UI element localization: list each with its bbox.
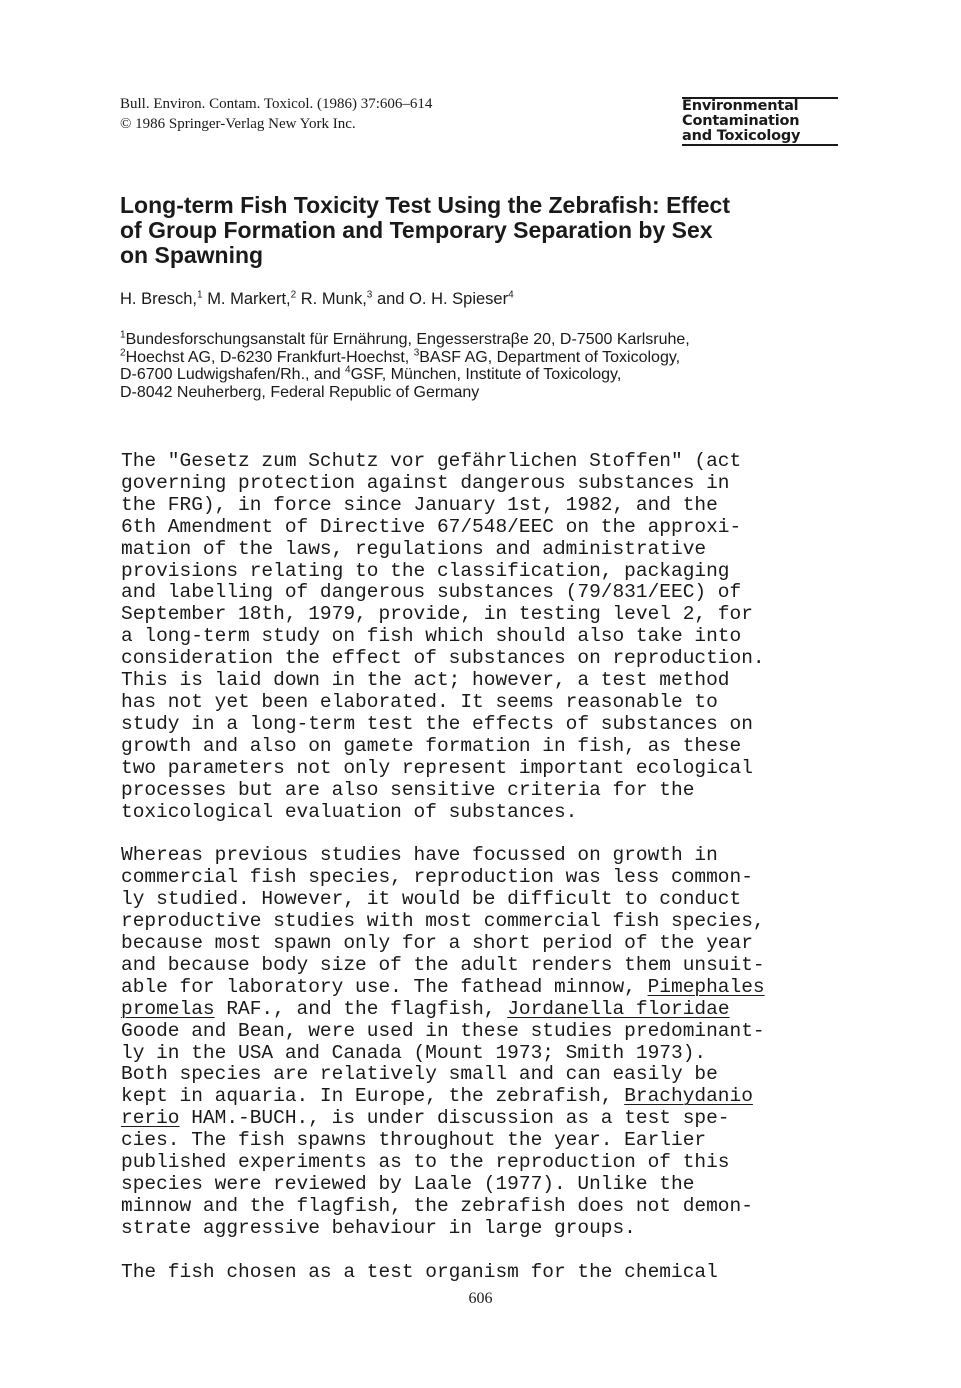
- journal-citation: [120, 94, 432, 134]
- body-line: cies. The fish spawns throughout the year. Earlier: [121, 1129, 707, 1152]
- species-name-pimephales: Pimephales: [647, 975, 765, 998]
- affiliation-line: $^2$Hoechst AG, D-6230 Frankfurt-Hoechst, $^3$BASF AG, Department of Toxicology,: [120, 347, 681, 366]
- title-line: of Group Formation and Temporary Separation by Sex: [120, 217, 713, 243]
- author-2-affil-ref: 2: [290, 289, 297, 301]
- paragraph-1: [121, 451, 841, 823]
- author-2: M. Markert,: [207, 290, 291, 308]
- body-line: and because body size of the adult renders them unsuit-: [121, 953, 765, 976]
- body-line: has not yet been elaborated. It seems reasonable to: [121, 690, 718, 713]
- species-name-jordanella: Jordanella floridae: [507, 997, 730, 1020]
- body-line: Both species are relatively small and can easily be: [121, 1063, 718, 1086]
- body-line: reproductive studies with most commercial fish species,: [121, 910, 765, 933]
- body-line: consideration the effect of substances on reproduction.: [121, 647, 765, 670]
- body-line: ly studied. However, it would be difficult to conduct: [121, 888, 742, 911]
- body-line: governing protection against dangerous substances in: [121, 471, 730, 494]
- author-list: [120, 288, 514, 310]
- species-name-brachydanio: Brachydanio: [624, 1085, 753, 1108]
- affiliations: [120, 331, 690, 401]
- body-line: Whereas previous studies have focussed on growth in: [121, 844, 718, 867]
- body-line: minnow and the flagfish, the zebrafish does not demon-: [121, 1194, 753, 1217]
- body-line: study in a long-term test the effects of substances on: [121, 712, 753, 735]
- body-line: two parameters not only represent important ecological: [121, 756, 753, 779]
- body-line: able for laboratory use. The fathead minnow, Pimephales: [121, 975, 765, 998]
- author-3: R. Munk,: [300, 290, 367, 308]
- paragraph-3: [121, 1262, 841, 1284]
- body-line: growth and also on gamete formation in fish, as these: [121, 734, 742, 757]
- citation-line-1: Bull. Environ. Contam. Toxicol. (1986) 37:606–614: [120, 96, 433, 112]
- paragraph-2: [121, 845, 841, 1239]
- logo-bottom-rule: [682, 144, 838, 146]
- body-line: the FRG), in force since January 1st, 1982, and the: [121, 493, 718, 516]
- body-line: rerio HAM.-BUCH., is under discussion as a test spe-: [121, 1107, 730, 1130]
- body-line: The fish chosen as a test organism for the chemical: [121, 1260, 718, 1283]
- logo-line-contamination: Contamination: [682, 113, 800, 129]
- title-line: Long-term Fish Toxicity Test Using the Zebrafish: Effect: [120, 192, 730, 218]
- affiliation-line: D-8042 Neuherberg, Federal Republic of Germany: [120, 383, 480, 401]
- body-line: The "Gesetz zum Schutz vor gefährlichen Stoffen" (act: [121, 450, 742, 472]
- author-1: H. Bresch,: [120, 290, 198, 308]
- author-4: and O. H. Spieser: [376, 290, 509, 308]
- logo-line-toxicology: and Toxicology: [682, 128, 801, 144]
- body-line: commercial fish species, reproduction was less common-: [121, 866, 753, 889]
- article-body: [121, 451, 841, 1284]
- page-number: 606: [468, 1290, 493, 1307]
- body-line: promelas RAF., and the flagfish, Jordanella floridae: [121, 997, 730, 1020]
- body-line: This is laid down in the act; however, a test method: [121, 669, 730, 692]
- body-line: strate aggressive behaviour in large groups.: [121, 1216, 636, 1239]
- body-line: because most spawn only for a short period of the year: [121, 932, 753, 955]
- body-line: 6th Amendment of Directive 67/548/EEC on the approxi-: [121, 515, 742, 538]
- article-title: [120, 193, 840, 268]
- citation-line-2: © 1986 Springer-Verlag New York Inc.: [120, 116, 356, 132]
- affiliation-line: $^1$Bundesforschungsanstalt für Ernährung, Engesserstraβe 20, D-7500 Karlsruhe,: [120, 329, 690, 348]
- body-line: published experiments as to the reproduction of this: [121, 1151, 730, 1174]
- body-line: a long-term study on fish which should also take into: [121, 625, 742, 648]
- journal-logo: [676, 96, 838, 146]
- author-3-affil-ref: 3: [366, 289, 373, 301]
- body-line: Goode and Bean, were used in these studies predominant-: [121, 1019, 765, 1042]
- author-1-affil-ref: 1: [197, 289, 203, 301]
- body-line: toxicological evaluation of substances.: [121, 800, 578, 823]
- body-line: species were reviewed by Laale (1977). Unlike the: [121, 1173, 695, 1195]
- body-line: mation of the laws, regulations and administrative: [121, 537, 707, 560]
- body-line: processes but are also sensitive criteria for the: [121, 778, 695, 801]
- logo-line-environmental: Environmental: [682, 98, 799, 114]
- body-line: kept in aquaria. In Europe, the zebrafish, Brachydanio: [121, 1085, 753, 1108]
- title-line: on Spawning: [120, 242, 264, 268]
- author-4-affil-ref: 4: [508, 289, 514, 301]
- body-line: September 18th, 1979, provide, in testing level 2, for: [121, 603, 753, 626]
- affiliation-line: D-6700 Ludwigshafen/Rh., and $^4$GSF, München, Institute of Toxicology,: [120, 364, 622, 383]
- body-line: provisions relating to the classification, packaging: [121, 559, 730, 582]
- body-line: ly in the USA and Canada (Mount 1973; Smith 1973).: [121, 1041, 707, 1064]
- body-line: and labelling of dangerous substances (79/831/EEC) of: [121, 581, 742, 604]
- species-name-rerio: rerio: [121, 1107, 180, 1130]
- species-name-promelas: promelas: [121, 997, 215, 1020]
